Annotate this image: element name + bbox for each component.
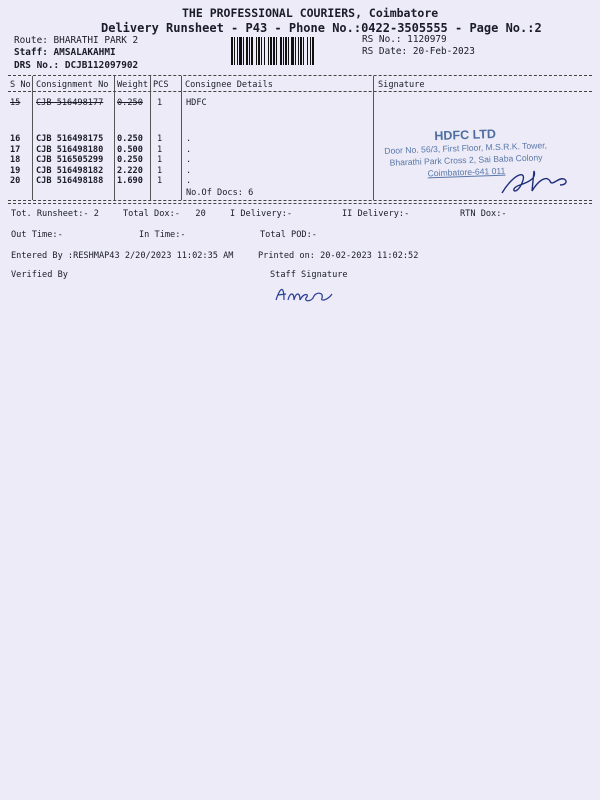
stamp-name: HDFC LTD bbox=[434, 126, 497, 144]
row-consignment: CJB 516498182 bbox=[36, 165, 104, 176]
total-dox: Total Dox:- 20 bbox=[123, 209, 206, 219]
runsheet-subtitle: Delivery Runsheet - P43 - Phone No.:0422-3505555 - Page No.:2 bbox=[101, 21, 542, 35]
rtn-dox: RTN Dox:- bbox=[460, 209, 507, 219]
rs-no-label: RS No.: bbox=[362, 34, 402, 45]
row-consignment: CJB 516498180 bbox=[36, 144, 104, 155]
verified-by: Verified By bbox=[11, 270, 68, 280]
row-weight: 0.250 bbox=[117, 155, 143, 166]
table-top-rule bbox=[8, 75, 592, 76]
barcode-bar bbox=[283, 37, 284, 65]
staff-signature-label: Staff Signature bbox=[270, 270, 348, 280]
row-details: . bbox=[186, 176, 192, 187]
barcode-bar bbox=[264, 37, 265, 65]
barcode-bar bbox=[237, 37, 238, 65]
row-sno: 16 bbox=[10, 134, 21, 144]
docs-count: No.Of Docs: 6 bbox=[186, 188, 254, 198]
barcode-bar bbox=[310, 37, 311, 65]
barcode-bar bbox=[270, 37, 272, 65]
row-weight: 0.250 bbox=[117, 98, 143, 108]
rs-date-line bbox=[362, 46, 475, 57]
barcode-bar bbox=[300, 37, 302, 65]
total-runsheet: Tot. Runsheet:- 2 bbox=[11, 209, 99, 219]
barcode-bar bbox=[298, 37, 299, 65]
rs-date-label: RS Date: bbox=[362, 46, 408, 57]
col-header-weight: Weight bbox=[117, 80, 149, 90]
staff-signature bbox=[272, 282, 342, 308]
printed-on: Printed on: 20-02-2023 11:02:52 bbox=[258, 251, 419, 261]
col-header-signature: Signature bbox=[378, 80, 425, 90]
row-consignment: CJB 516498177 bbox=[36, 98, 104, 108]
barcode-bar bbox=[291, 37, 294, 65]
barcode-bar bbox=[249, 37, 250, 65]
row-details: HDFC bbox=[186, 98, 207, 108]
row-sno: 17 bbox=[10, 144, 21, 155]
row-pcs: 1 bbox=[157, 155, 163, 166]
table-header-rule bbox=[8, 91, 592, 92]
barcode-bar bbox=[303, 37, 304, 65]
row-pcs: 1 bbox=[157, 144, 163, 155]
barcode-bar bbox=[295, 37, 296, 65]
col-divider bbox=[150, 76, 151, 200]
col-divider bbox=[373, 76, 374, 200]
row-pcs: 1 bbox=[157, 98, 163, 108]
col-divider bbox=[181, 76, 182, 200]
barcode-bar bbox=[234, 37, 235, 65]
row-details: . bbox=[186, 144, 192, 155]
row-weight: 1.690 bbox=[117, 176, 143, 187]
i-delivery: I Delivery:- bbox=[230, 209, 293, 219]
row-weight: 0.250 bbox=[117, 134, 143, 144]
rs-no-value: 1120979 bbox=[407, 34, 447, 45]
out-time: Out Time:- bbox=[11, 230, 63, 240]
staff-label: Staff: bbox=[14, 47, 48, 58]
barcode-bar bbox=[261, 37, 262, 65]
row-sno: 18 bbox=[10, 155, 21, 166]
row-consignment: CJB 516498188 bbox=[36, 176, 104, 187]
barcode-bar bbox=[285, 37, 287, 65]
barcode-bar bbox=[243, 37, 244, 65]
staff-line bbox=[14, 47, 116, 58]
drs-value: DCJB112097902 bbox=[64, 60, 139, 71]
table-bottom-rule-2 bbox=[8, 203, 592, 204]
rs-no-line bbox=[362, 34, 447, 45]
in-time: In Time:- bbox=[139, 230, 186, 240]
barcode-bar bbox=[251, 37, 253, 65]
route-value: BHARATHI PARK 2 bbox=[53, 35, 139, 46]
row-details: . bbox=[186, 165, 192, 176]
barcode-bar bbox=[246, 37, 248, 65]
entered-by: Entered By :RESHMAP43 2/20/2023 11:02:35 AM bbox=[11, 251, 234, 261]
barcode-bar bbox=[307, 37, 308, 65]
col-header-consignment: Consignment No bbox=[36, 80, 109, 90]
ii-delivery: II Delivery:- bbox=[342, 209, 410, 219]
barcode-bar bbox=[280, 37, 282, 65]
barcode-bar bbox=[312, 37, 314, 65]
barcode-bar bbox=[273, 37, 275, 65]
row-weight: 0.500 bbox=[117, 144, 143, 155]
drs-label: DRS No.: bbox=[14, 60, 60, 71]
col-header-sno: S No bbox=[10, 80, 31, 90]
barcode-bar bbox=[239, 37, 242, 65]
row-details: . bbox=[186, 134, 192, 144]
route-label: Route: bbox=[14, 35, 48, 46]
drs-line bbox=[14, 60, 138, 71]
stamp-line: Door No. 56/3, First Floor, M.S.R.K. Tower, bbox=[384, 140, 548, 156]
row-weight: 2.220 bbox=[117, 165, 143, 176]
col-header-pcs: PCS bbox=[153, 80, 169, 90]
barcode-bar bbox=[288, 37, 289, 65]
barcode-bar bbox=[258, 37, 260, 65]
col-divider bbox=[32, 76, 33, 200]
barcode-bar bbox=[256, 37, 257, 65]
rs-date-value: 20-Feb-2023 bbox=[412, 46, 475, 57]
row-pcs: 1 bbox=[157, 176, 163, 187]
row-details: . bbox=[186, 155, 192, 166]
staff-value: AMSALAKAHMI bbox=[53, 47, 116, 58]
row-sno: 15 bbox=[10, 98, 21, 108]
row-consignment: CJB 516498175 bbox=[36, 134, 104, 144]
company-title: THE PROFESSIONAL COURIERS, Coimbatore bbox=[182, 6, 439, 20]
route-line bbox=[14, 35, 138, 46]
barcode-bar bbox=[268, 37, 269, 65]
col-header-details: Consignee Details bbox=[185, 80, 273, 90]
row-sno: 20 bbox=[10, 176, 21, 187]
barcode-bar bbox=[276, 37, 277, 65]
barcode-image bbox=[231, 37, 357, 65]
col-divider bbox=[114, 76, 115, 200]
row-pcs: 1 bbox=[157, 165, 163, 176]
row-pcs: 1 bbox=[157, 134, 163, 144]
row-sno: 19 bbox=[10, 165, 21, 176]
total-pod: Total POD:- bbox=[260, 230, 317, 240]
receiver-signature bbox=[494, 163, 574, 203]
barcode-bar bbox=[231, 37, 233, 65]
row-consignment: CJB 516505299 bbox=[36, 155, 104, 166]
stamp-line: Coimbatore-641 011 bbox=[427, 165, 506, 179]
stamp-line: Bharathi Park Cross 2, Sai Baba Colony bbox=[389, 152, 543, 168]
